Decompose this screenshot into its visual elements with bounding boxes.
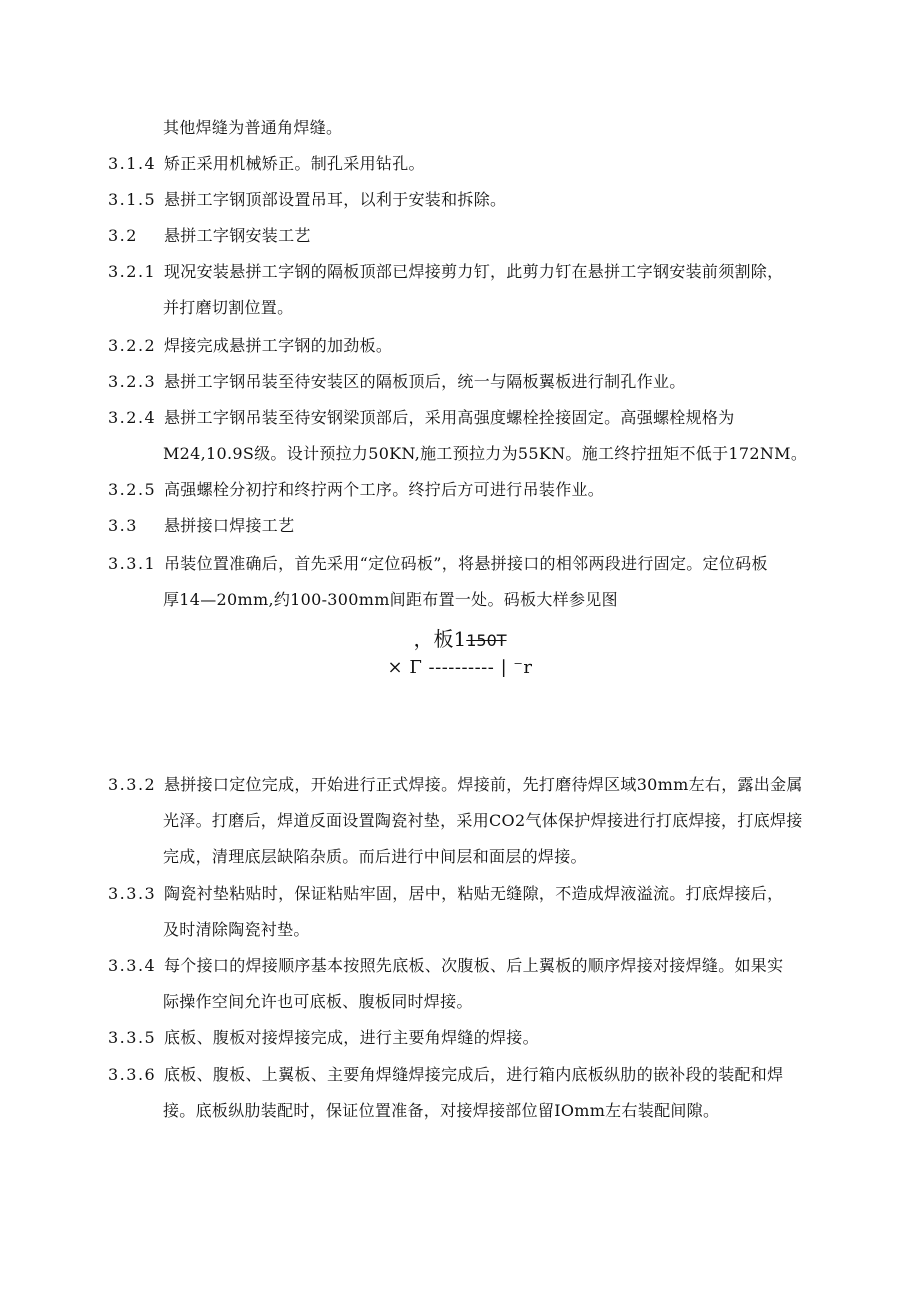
line-text: 接。底板纵肋装配时，保证位置准备，对接焊接部位留IOmm左右装配间隙。 (163, 1101, 720, 1120)
line-text: 陶瓷衬垫粘贴时，保证粘贴牢固，居中，粘贴无缝隙，不造成焊液溢流。打底焊接后， (164, 884, 784, 903)
line-text: 悬拼接口定位完成，开始进行正式焊接。焊接前，先打磨待焊区域30mm左右，露出金属 (164, 775, 803, 794)
text-line-1 (163, 118, 342, 138)
text-line-13 (108, 554, 768, 574)
line-text: 其他焊缝为普通角焊缝。 (163, 118, 343, 137)
section-number: 3.3.6 (108, 1065, 157, 1084)
section-number: 3.2 (108, 226, 138, 245)
section-number: 3.1.4 (108, 154, 157, 173)
line-text: 光泽。打磨后，焊道反面设置陶瓷衬垫，采用CO2气体保护焊接进行打底焊接，打底焊接 (163, 811, 803, 830)
text-line-11 (108, 480, 604, 500)
text-line-17 (163, 847, 587, 867)
line-text: 悬拼工字钢吊装至待安装区的隔板顶后，统一与隔板翼板进行制孔作业。 (164, 372, 686, 391)
section-heading-3-2 (108, 226, 311, 246)
figure-label-strike: 150T (466, 631, 507, 650)
text-line-8 (108, 372, 686, 392)
line-text: 悬拼接口焊接工艺 (164, 516, 295, 535)
text-line-2 (108, 154, 425, 174)
line-text: 矫正采用机械矫正。制孔采用钻孔。 (164, 154, 425, 173)
line-text: 焊接完成悬拼工字钢的加劲板。 (164, 336, 393, 355)
section-number: 3.3.2 (108, 775, 157, 794)
text-line-24 (163, 1101, 719, 1121)
line-text: 悬拼工字钢吊装至待安钢梁顶部后，采用高强度螺栓拴接固定。高强螺栓规格为 (164, 408, 735, 427)
text-line-20 (108, 956, 783, 976)
section-number: 3.2.1 (108, 262, 157, 281)
text-line-19 (163, 920, 310, 940)
text-line-15 (108, 775, 803, 795)
text-line-7 (108, 336, 392, 356)
line-text: 每个接口的焊接顺序基本按照先底板、次腹板、后上翼板的顺序焊接对接焊缝。如果实 (164, 956, 784, 975)
section-number: 3.3.5 (108, 1028, 157, 1047)
figure-sketch (0, 657, 920, 679)
text-line-6 (163, 298, 293, 318)
line-text: 吊装位置准确后，首先采用“定位码板”，将悬拼接口的相邻两段进行固定。定位码板 (164, 554, 768, 573)
line-text: 完成，清理底层缺陷杂质。而后进行中间层和面层的焊接。 (163, 847, 587, 866)
text-line-23 (108, 1065, 783, 1085)
section-number: 3.2.5 (108, 480, 157, 499)
line-text: 高强螺栓分初拧和终拧两个工序。终拧后方可进行吊装作业。 (164, 480, 605, 499)
line-text: 厚14—20mm,约100-300mm间距布置一处。码板大样参见图 (163, 590, 618, 609)
line-text: 际操作空间允许也可底板、腹板同时焊接。 (163, 992, 473, 1011)
section-heading-3-3 (108, 516, 294, 536)
section-number: 3.1.5 (108, 190, 157, 209)
text-line-21 (163, 992, 473, 1012)
line-text: 底板、腹板、上翼板、主要角焊缝焊接完成后，进行箱内底板纵肋的嵌补段的装配和焊 (164, 1065, 784, 1084)
section-number: 3.3.4 (108, 956, 157, 975)
text-line-9 (108, 408, 735, 428)
text-line-22 (108, 1028, 539, 1048)
section-number: 3.3.3 (108, 884, 157, 903)
figure-sketch-text: × Γ ---------- | ⁻r (387, 657, 533, 678)
text-line-3 (108, 190, 506, 210)
text-line-5 (108, 262, 783, 282)
section-number: 3.3.1 (108, 554, 157, 573)
section-number: 3.3 (108, 516, 138, 535)
text-line-16 (163, 811, 803, 831)
section-number: 3.2.3 (108, 372, 157, 391)
line-text: 并打磨切割位置。 (163, 298, 294, 317)
line-text: 及时清除陶瓷衬垫。 (163, 920, 310, 939)
text-line-10 (163, 444, 807, 464)
figure-label-text: ，板1 (413, 627, 467, 651)
section-number: 3.2.2 (108, 336, 157, 355)
line-text: 底板、腹板对接焊接完成，进行主要角焊缝的焊接。 (164, 1028, 539, 1047)
figure-label (0, 627, 920, 653)
line-text: 悬拼工字钢顶部设置吊耳，以利于安装和拆除。 (164, 190, 507, 209)
line-text: 悬拼工字钢安装工艺 (164, 226, 311, 245)
section-number: 3.2.4 (108, 408, 157, 427)
line-text: 现况安装悬拼工字钢的隔板顶部已焊接剪力钉，此剪力钉在悬拼工字钢安装前须割除， (164, 262, 784, 281)
line-text: M24,10.9S级。设计预拉力50KN,施工预拉力为55KN。施工终拧扭矩不低于172NM。 (163, 444, 808, 463)
text-line-14 (163, 590, 618, 610)
text-line-18 (108, 884, 783, 904)
